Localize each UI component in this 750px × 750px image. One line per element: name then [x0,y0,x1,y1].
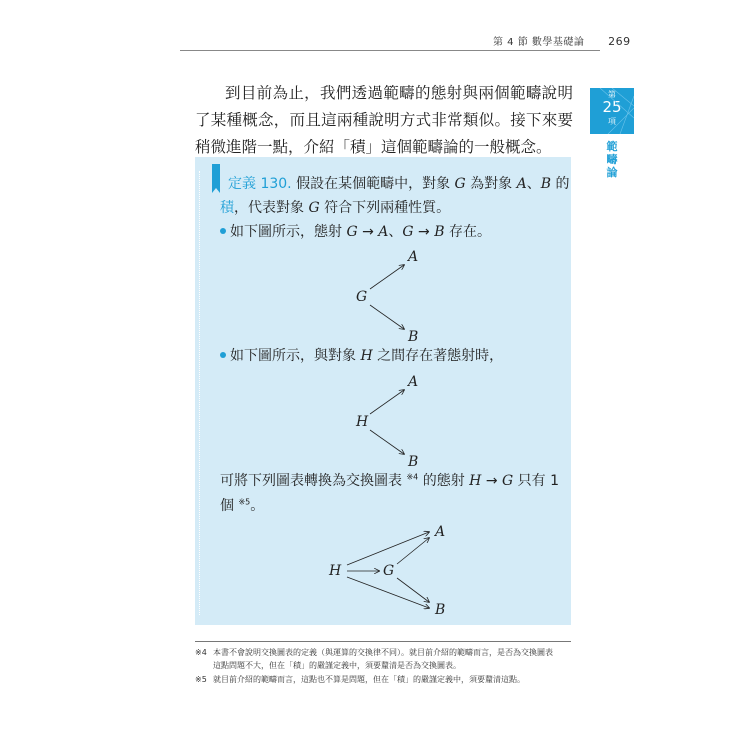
chapter-title: 範疇論 [606,140,618,179]
footnote-4-ref: ※4 [406,472,419,482]
diagram3-node-a: A [435,524,446,540]
diagram3-node-g: G [383,563,395,579]
intro-paragraph: 到目前為止，我們透過範疇的態射與兩個範疇說明了某種概念，而且這兩種說明方式非常類似。接下來要稍微進階一點，介紹「積」這個範疇論的一般概念。 [195,84,573,156]
chapter-tab [590,88,634,134]
diagram-h-to-a-b [340,370,440,470]
chapter-tab-prefix: 第 [608,90,616,99]
definition-line-1: 定義 130. 假設在某個範疇中，對象 G 為對象 A、B 的 [228,176,570,192]
diagram3-arrow-ga [397,538,429,564]
diagram3-arrow-gb [397,578,429,602]
running-header [493,33,631,48]
definition-line-2: 積，代表對象 G 符合下列兩種性質。 [220,200,451,216]
bookmark-icon [212,164,220,188]
diagram3-node-b: B [435,602,446,618]
bullet-1: 如下圖所示，態射 G → A、G → B 存在。 [220,221,491,241]
definition-term: 積 [220,200,234,216]
diagram1-node-a: A [408,249,419,265]
diagram1-arrow-gb [370,305,404,329]
diagram2-node-a: A [408,374,419,390]
bullet-icon [220,228,226,234]
diagram3-node-h: H [329,563,342,579]
footnote-5-ref: ※5 [238,497,251,507]
footnote-4: ※4 本書不會說明交換圖表的定義（與運算的交換律不同）。就目前介紹的範疇而言，是否為交換圖表 這點問題不大，但在「積」的嚴謹定義中，須要釐清是否為交換圖表。 [195,648,553,670]
tab-decoration-icon [590,88,634,134]
diagram1-arrow-ga [370,265,404,289]
conversion-line-1: 可將下列圖表轉換為交換圖表 $^{※4}$ 的態射 H → G 只有 1 [220,472,560,489]
chapter-number: 25 [602,98,622,116]
diagram2-node-h: H [356,414,369,430]
chapter-tab-suffix: 項 [608,117,616,126]
page-number: 269 [608,35,631,48]
diagram-g-to-a-b [340,245,440,345]
diagram1-node-b: B [408,329,419,345]
diagram2-arrow-hb [370,430,404,454]
diagram1-node-g: G [356,289,368,305]
section-title: 第 4 節 數學基礎論 [493,37,585,48]
footnote-5: ※5 就目前介紹的範疇而言，這點也不算是問題，但在「積」的嚴謹定義中，須要釐清這點。 [195,675,525,684]
diagram2-node-b: B [408,454,419,470]
bullet-icon [220,352,226,358]
diagram2-arrow-ha [370,390,404,414]
bullet-2: 如下圖所示，與對象 H 之間存在著態射時， [220,345,503,365]
footnote-rule [195,641,571,642]
definition-label: 定義 130. [228,176,292,192]
commutative-diagram [325,520,455,620]
header-rule [180,50,600,51]
conversion-line-2: 個 $^{※5}$。 [220,497,265,514]
